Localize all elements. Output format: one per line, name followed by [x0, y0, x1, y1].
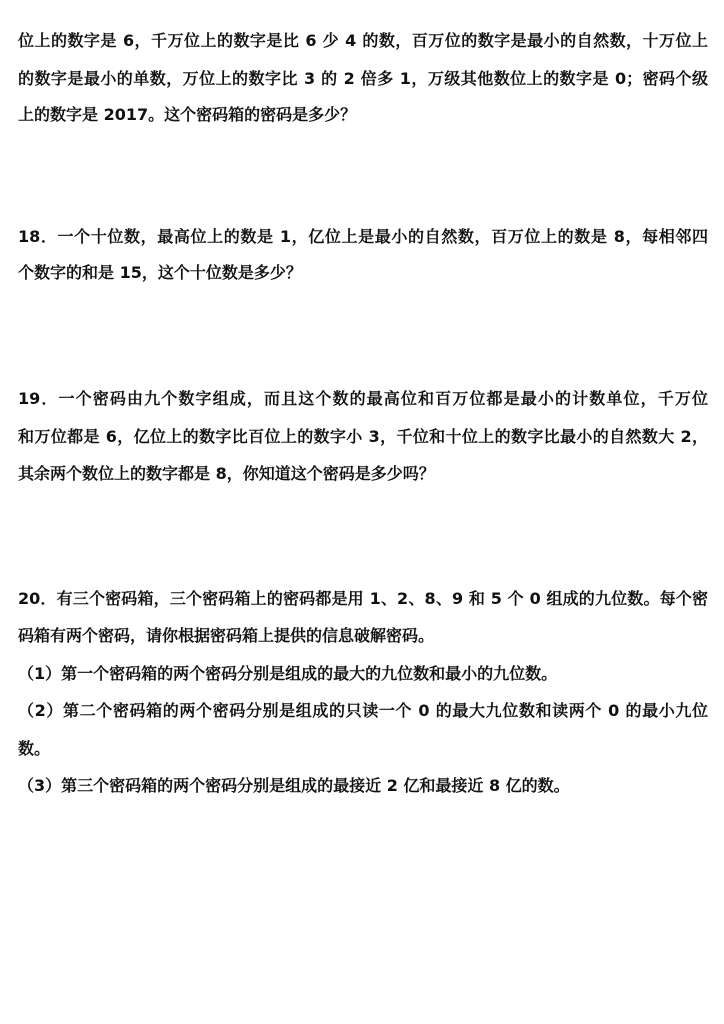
problem-17-line-1: 位上的数字是 6，千万位上的数字是比 6 少 4 的数，百万位的数字是最小的自然数，十万位上: [18, 31, 708, 50]
problem-19-line-2: 和万位都是 6，亿位上的数字比百位上的数字小 3，千位和十位上的数字比最小的自然数大 2，: [18, 427, 708, 446]
problem-19-line-1: 19．一个密码由九个数字组成，而且这个数的最高位和百万位都是最小的计数单位，千万位: [18, 389, 708, 408]
problem-20-line-1: 20．有三个密码箱，三个密码箱上的密码都是用 1、2、8、9 和 5 个 0 组成的九位数。每个密: [18, 589, 708, 608]
problem-20-line-2: 码箱有两个密码，请你根据密码箱上提供的信息破解密码。: [18, 626, 435, 645]
problem-17-line-3: 上的数字是 2017。这个密码箱的密码是多少？: [18, 105, 357, 124]
problem-20-subquestion-2: （2）第二个密码箱的两个密码分别是组成的只读一个 0 的最大九位数和读两个 0 的最小九位: [18, 701, 708, 720]
problem-20-subquestion-3: （3）第三个密码箱的两个密码分别是组成的最接近 2 亿和最接近 8 亿的数。: [18, 776, 570, 795]
problem-20-subquestion-2-cont: 数。: [18, 739, 51, 758]
problem-19-line-3: 其余两个数位上的数字都是 8，你知道这个密码是多少吗？: [18, 464, 435, 483]
problem-17-line-2: 的数字是最小的单数，万位上的数字比 3 的 2 倍多 1，万级其他数位上的数字是 0；密码个级: [18, 69, 708, 88]
problem-18-line-2: 个数字的和是 15，这个十位数是多少？: [18, 263, 302, 282]
problem-20-subquestion-1: （1）第一个密码箱的两个密码分别是组成的最大的九位数和最小的九位数。: [18, 664, 558, 683]
problem-18-line-1: 18．一个十位数，最高位上的数是 1，亿位上是最小的自然数，百万位上的数是 8，每相邻四: [18, 227, 708, 246]
